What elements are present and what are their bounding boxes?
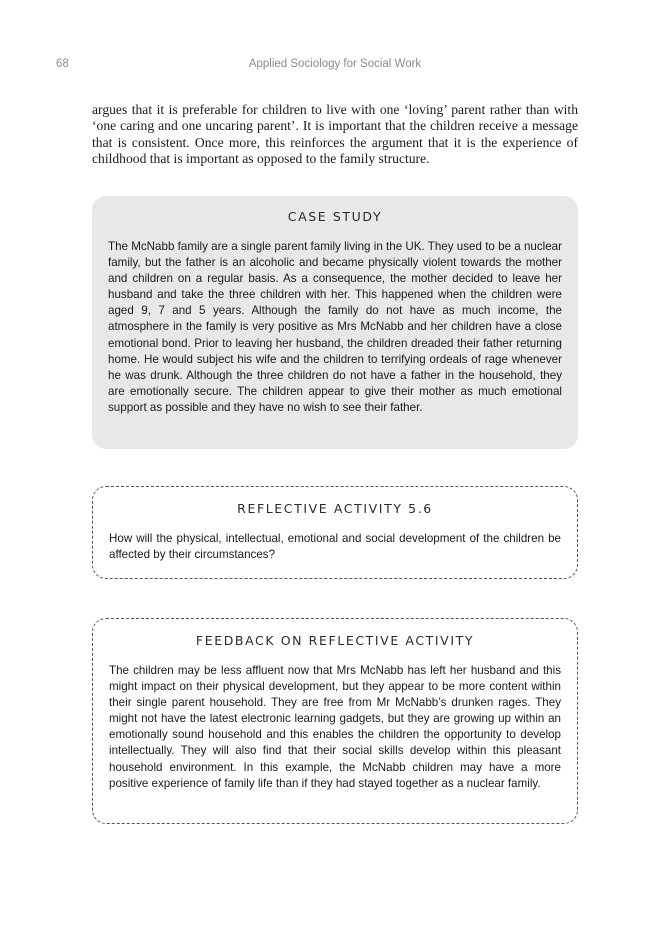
running-head — [0, 58, 650, 74]
feedback-text: The children may be less affluent now that Mrs McNabb has left her husband and this might impact on their physical development, but they appear to be more content within their single parent household. They are free from Mr McNabb’s drunken rages. They might not have the latest electronic learning gadgets, but they are growing up within an emotionally sound household and this enables the children the opportunity to develop intellectually. They will also find that their social skills develop within this pleasant household environment. In this example, the McNabb children may have a more positive experience of family life than if they had stayed together as a nuclear family. — [109, 664, 561, 790]
feedback-title: FEEDBACK ON REFLECTIVE ACTIVITY — [195, 633, 475, 648]
reflective-activity-box — [92, 486, 578, 579]
page-number: 68 — [56, 58, 69, 70]
reflective-activity-title: REFLECTIVE ACTIVITY 5.6 — [237, 501, 433, 516]
feedback-box — [92, 618, 578, 824]
running-title: Applied Sociology for Social Work — [248, 58, 422, 70]
reflective-activity-text: How will the physical, intellectual, emotional and social development of the children be affected by their circumstances? — [109, 532, 561, 562]
intro-paragraph: argues that it is preferable for children to live with one ‘loving’ parent rather than with ‘one caring and one uncaring parent’. It is important that the children receive a message that is consistent. Once more, this reinforces the argument that it is the experience of childhood that is important as opposed to the family structure. — [92, 102, 578, 166]
case-study-text: The McNabb family are a single parent family living in the UK. They used to be a nuclear family, but the father is an alcoholic and became physically violent towards the mother and children on a regular basis. As a consequence, the mother decided to leave her husband and take the three children with her. This happened when the children were aged 9, 7 and 5 years. Although the family do not have as much income, the atmosphere in the family is very positive as Mrs McNabb and her children have a close emotional bond. Prior to leaving her husband, the children dreaded their father returning home. He would subject his wife and the children to terrifying ordeals of rage whenever he was drunk. Although the three children do not have a father in the household, they are emotionally secure. The children appear to give their mother as much emotional support as possible and they have no wish to see their father. — [108, 240, 562, 414]
case-study-box — [92, 196, 578, 449]
case-study-title: CASE STUDY — [287, 209, 383, 224]
